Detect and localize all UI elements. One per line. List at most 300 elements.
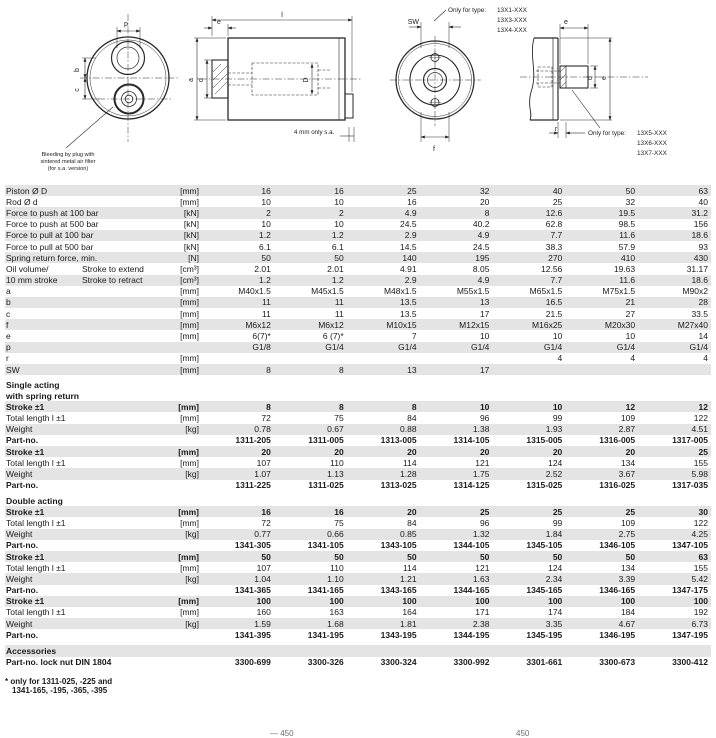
table-cell: 12 (698, 401, 708, 412)
table-cell: 16 (407, 196, 417, 207)
row-label: Part-no. (6, 435, 39, 446)
table-cell: 1343-165 (380, 585, 417, 596)
row-label: Part-no. (6, 629, 39, 640)
row-label: Rod Ø d (6, 196, 38, 207)
table-cell: 25 (407, 185, 417, 196)
table-cell: 50 (261, 252, 271, 263)
table-cell: G1/4 (543, 342, 563, 353)
table-cell: 32 (625, 196, 636, 207)
table-row (5, 629, 711, 640)
table-row (5, 252, 711, 263)
table-cell: 84 (407, 517, 417, 528)
table-cell: 2.87 (618, 424, 636, 435)
row-label: Stroke ±1 (6, 401, 45, 412)
table-cell: 121 (475, 457, 490, 468)
table-cell: 63 (698, 551, 708, 562)
table-cell: 20 (479, 196, 490, 207)
table-cell: 11.6 (619, 230, 636, 241)
table-cell: 2 (266, 207, 271, 218)
table-cell: 28 (698, 297, 708, 308)
table-cell: 1317-035 (672, 480, 708, 491)
table-cell: 25 (479, 506, 490, 517)
table-cell: 4.25 (691, 529, 708, 540)
dim-label-c: c (74, 88, 81, 92)
dim-label-d2: d (587, 76, 594, 80)
table-cell: 1314-105 (453, 435, 490, 446)
table-row (5, 319, 711, 330)
table-cell: 1314-125 (453, 480, 490, 491)
table-cell: 1311-005 (308, 435, 344, 446)
table-cell: 1343-105 (380, 540, 417, 551)
row-unit: [mm] (180, 607, 199, 618)
table-cell: M45x1.5 (311, 286, 344, 297)
table-cell: 1.2 (259, 230, 271, 241)
table-cell: 1.13 (327, 468, 344, 479)
table-row (5, 607, 711, 618)
table-cell: 1.84 (545, 529, 563, 540)
table-cell: 3.35 (545, 618, 563, 629)
table-cell: 1.68 (327, 618, 344, 629)
table-cell: 7.7 (550, 230, 563, 241)
footnote (5, 677, 716, 696)
row-label: Weight (6, 618, 33, 629)
table-cell: 5.42 (691, 573, 708, 584)
row-label: Total length l ±1 (6, 517, 66, 528)
table-cell: 1.38 (472, 424, 490, 435)
table-cell: 1.32 (472, 529, 490, 540)
table-cell: 4 (557, 353, 563, 364)
table-cell: 75 (334, 412, 344, 423)
table-row (5, 468, 711, 479)
table-row (5, 480, 711, 491)
table-cell: 107 (256, 457, 271, 468)
row-unit: [N] (188, 252, 199, 263)
table-cell: 155 (693, 562, 708, 573)
table-cell: 25 (625, 506, 636, 517)
table-cell: 171 (475, 607, 490, 618)
table-row (5, 330, 711, 341)
table-cell: 100 (548, 596, 563, 607)
row-unit: [kg] (185, 529, 199, 540)
table-cell: 1344-105 (453, 540, 490, 551)
table-cell: 17 (479, 364, 490, 375)
table-cell: 2.52 (545, 468, 563, 479)
row-label: Oil volume/ Stroke to extend (6, 263, 144, 274)
table-cell: 1347-195 (672, 629, 708, 640)
table-cell: 31.2 (691, 207, 708, 218)
table-cell: 4 (630, 353, 636, 364)
table-cell: 1.2 (331, 275, 344, 286)
table-cell: 2.9 (404, 275, 417, 286)
table-cell: 1345-195 (526, 629, 563, 640)
table-cell: 0.85 (400, 529, 417, 540)
bleed-note-line1: Bleeding by plug with (41, 152, 95, 158)
table-cell: 10 (552, 401, 563, 412)
table-cell: 122 (693, 517, 708, 528)
table-cell: 3301-661 (526, 657, 563, 668)
table-cell: 10 (334, 196, 344, 207)
table-cell: 14.5 (400, 241, 417, 252)
row-unit: [mm] (178, 401, 199, 412)
table-row (5, 219, 711, 230)
table-row (5, 551, 711, 562)
table-row (5, 517, 711, 528)
bleed-note-line3: (for s.a. version) (47, 166, 89, 172)
table-cell: G1/4 (689, 342, 708, 353)
row-label: Part-no. (6, 480, 39, 491)
table-cell: 1.59 (254, 618, 271, 629)
table-row (5, 435, 711, 446)
table-cell: 100 (620, 596, 636, 607)
type-13x3: 13X3-XXX (497, 17, 527, 24)
table-row (5, 506, 711, 517)
table-cell: M75x1.5 (602, 286, 636, 297)
table-cell: G1/4 (398, 342, 417, 353)
table-cell: 16 (261, 185, 271, 196)
table-row (5, 618, 711, 629)
row-label: Weight (6, 529, 33, 540)
table-cell: 1341-395 (234, 629, 271, 640)
table-cell: 114 (403, 457, 417, 468)
table-cell: 1.21 (400, 573, 417, 584)
table-cell: 1341-305 (234, 540, 271, 551)
table-cell: 1344-165 (453, 585, 490, 596)
sa-note: 4 mm only s.a. (294, 129, 335, 136)
table-cell: 2.01 (254, 263, 271, 274)
table-cell: 19.5 (618, 207, 636, 218)
table-row (5, 562, 711, 573)
table-cell: 75 (334, 517, 344, 528)
table-cell: 50 (479, 551, 490, 562)
table-cell: 30 (698, 506, 708, 517)
table-cell: 13.5 (400, 297, 417, 308)
table-row (5, 207, 711, 218)
row-label: Force to pull at 100 bar (6, 230, 94, 241)
row-unit: [kN] (183, 241, 199, 252)
table-row (5, 185, 711, 196)
table-row (5, 196, 711, 207)
table-cell: 1.81 (400, 618, 417, 629)
dim-label-b: b (74, 68, 81, 72)
section-header: Double acting (6, 495, 63, 506)
table-cell: 12.6 (545, 207, 563, 218)
table-cell: 21 (625, 297, 636, 308)
row-label: a (6, 286, 11, 297)
table-cell: 174 (548, 607, 563, 618)
table-cell: 25 (552, 196, 563, 207)
table-cell: G1/8 (252, 342, 271, 353)
table-cell: M90x2 (682, 286, 708, 297)
table-cell: 1.63 (472, 573, 490, 584)
table-cell: 7.7 (550, 275, 563, 286)
table-cell: 134 (620, 562, 636, 573)
table-cell: 1346-165 (599, 585, 636, 596)
table-cell: 110 (330, 562, 344, 573)
row-label: e (6, 331, 11, 342)
table-cell: 50 (334, 252, 344, 263)
table-cell: 2.38 (472, 618, 490, 629)
row-label: Total length l ±1 (6, 607, 66, 618)
side-view-left (194, 16, 362, 142)
dim-label-d: d (198, 78, 205, 82)
row-label: b (6, 297, 11, 308)
table-cell: 0.67 (327, 424, 344, 435)
table-cell: M20x30 (604, 319, 636, 330)
table-cell: 16 (261, 506, 271, 517)
dim-label-f: f (433, 146, 435, 153)
dim-label-D: D (303, 77, 310, 83)
row-label: Stroke ±1 (6, 551, 45, 562)
table-cell: 5.98 (691, 468, 708, 479)
table-cell: 4.9 (404, 207, 417, 218)
type-13x6: 13X6-XXX (637, 140, 667, 147)
table-cell: 18.6 (691, 230, 708, 241)
table-cell: 96 (479, 412, 490, 423)
table-cell: 20 (407, 446, 417, 457)
table-cell: 3300-326 (307, 657, 344, 668)
row-unit: [mm] (180, 196, 199, 207)
table-cell: 21.5 (545, 308, 563, 319)
table-cell: 1313-005 (380, 435, 417, 446)
row-label: p (6, 342, 11, 353)
table-cell: 84 (407, 412, 417, 423)
table-cell: 100 (256, 596, 271, 607)
table-cell: 33.5 (691, 308, 708, 319)
table-row (5, 230, 711, 241)
table-cell: 1347-175 (672, 585, 708, 596)
table-cell: 8 (266, 401, 271, 412)
table-cell: 40 (698, 196, 708, 207)
row-unit: [kg] (185, 618, 199, 629)
table-cell: 20 (552, 446, 563, 457)
table-cell: M6x12 (245, 319, 271, 330)
table-cell: 164 (402, 607, 417, 618)
table-cell: 99 (552, 412, 563, 423)
row-label: f (6, 319, 9, 330)
table-cell: M65x1.5 (529, 286, 563, 297)
table-cell: 25 (698, 446, 708, 457)
only-for-type-top-label: Only for type: (448, 7, 487, 14)
table-cell: 31.17 (686, 263, 708, 274)
table-cell: 114 (403, 562, 417, 573)
table-cell: G1/4 (325, 342, 344, 353)
type-13x4: 13X4-XXX (497, 27, 527, 34)
table-section-specifications (5, 185, 711, 375)
table-cell: 1341-365 (234, 585, 271, 596)
row-label: SW (6, 364, 20, 375)
row-unit: [mm] (180, 297, 199, 308)
table-cell: 4.51 (691, 424, 708, 435)
spec-table (0, 185, 716, 668)
table-cell: 1315-005 (526, 435, 563, 446)
table-cell: 98.5 (618, 219, 636, 230)
dim-label-e2: e (564, 19, 568, 26)
table-cell: 12.56 (541, 263, 563, 274)
table-cell: 1.2 (331, 230, 344, 241)
table-cell: 100 (693, 596, 708, 607)
table-cell: 1341-105 (307, 540, 344, 551)
table-cell: 72 (261, 412, 271, 423)
row-unit: [kg] (185, 573, 199, 584)
table-cell: G1/4 (470, 342, 490, 353)
table-cell: 14 (698, 331, 708, 342)
table-cell: 107 (256, 562, 271, 573)
row-label: Total length l ±1 (6, 412, 66, 423)
row-label: c (6, 308, 11, 319)
table-cell: 1.28 (400, 468, 417, 479)
table-cell: 10 (625, 331, 636, 342)
table-cell: 50 (407, 551, 417, 562)
table-cell: 25 (552, 506, 563, 517)
table-cell: 2.75 (618, 529, 636, 540)
table-cell: 1311-205 (235, 435, 271, 446)
table-cell: 6 (7)* (322, 331, 344, 342)
footnote-line1: * only for 1311-025, -225 and (5, 676, 113, 686)
row-label: Force to push at 500 bar (6, 219, 99, 230)
row-label: Force to push at 100 bar (6, 207, 99, 218)
table-cell: 160 (256, 607, 271, 618)
table-cell: 140 (402, 252, 417, 263)
table-cell: 20 (261, 446, 271, 457)
type-13x7: 13X7-XXX (637, 150, 667, 157)
table-cell: 8 (338, 364, 344, 375)
table-cell: 50 (625, 551, 636, 562)
table-cell: 20 (407, 506, 417, 517)
table-cell: 7 (411, 331, 417, 342)
table-cell: 0.66 (327, 529, 344, 540)
table-cell: 1.04 (254, 573, 271, 584)
table-cell: 0.78 (254, 424, 271, 435)
table-cell: 24.5 (400, 219, 417, 230)
table-cell: 1341-165 (307, 585, 344, 596)
table-cell: 184 (620, 607, 636, 618)
table-cell: 2.01 (327, 263, 344, 274)
table-cell: 3300-673 (599, 657, 636, 668)
table-cell: 6(7)* (252, 331, 271, 342)
table-cell: 3300-699 (234, 657, 271, 668)
row-unit: [kg] (185, 468, 199, 479)
table-cell: 17 (479, 308, 490, 319)
table-row (5, 308, 711, 319)
dim-label-sw: SW (407, 19, 419, 26)
table-cell: 10 (334, 219, 344, 230)
table-cell: 1346-195 (599, 629, 636, 640)
row-unit: [cm³] (180, 263, 199, 274)
table-cell: 1347-105 (672, 540, 708, 551)
table-cell: 11 (262, 308, 271, 319)
table-cell: 1.75 (472, 468, 490, 479)
table-row (5, 353, 711, 364)
table-cell: M12x15 (459, 319, 490, 330)
table-cell: 124 (548, 457, 563, 468)
table-cell: 10 (479, 331, 490, 342)
row-unit: [mm] (180, 286, 199, 297)
table-cell: 270 (548, 252, 563, 263)
table-cell: 100 (402, 596, 417, 607)
table-cell: 62.8 (545, 219, 563, 230)
table-cell: 1343-195 (380, 629, 417, 640)
table-cell: 110 (330, 457, 344, 468)
table-cell: 6.1 (259, 241, 271, 252)
bleed-note-line2: sintered metal air filter (40, 159, 96, 165)
drawings-svg (0, 0, 716, 183)
row-label: Stroke ±1 (6, 506, 45, 517)
section-header: Single acting (6, 380, 60, 391)
table-row (5, 585, 711, 596)
row-unit: [mm] (180, 331, 199, 342)
table-row (5, 645, 711, 656)
row-unit: [mm] (178, 506, 199, 517)
table-row (5, 342, 711, 353)
row-unit: [kN] (183, 207, 199, 218)
type-13x5: 13X5-XXX (637, 130, 667, 137)
table-cell: 16.5 (545, 297, 563, 308)
row-unit: [mm] (180, 185, 199, 196)
row-label: Weight (6, 573, 33, 584)
table-cell: 195 (475, 252, 490, 263)
table-cell: 50 (261, 551, 271, 562)
table-cell: 1345-165 (526, 585, 563, 596)
table-cell: 32 (479, 185, 490, 196)
row-unit: [mm] (178, 596, 199, 607)
table-cell: 20 (625, 446, 636, 457)
table-cell: 1345-105 (526, 540, 563, 551)
section-header: with spring return (6, 390, 80, 401)
row-unit: [kN] (183, 219, 199, 230)
table-cell: 4.9 (477, 230, 490, 241)
table-cell: 192 (693, 607, 708, 618)
row-unit: [mm] (180, 517, 199, 528)
table-row (5, 529, 711, 540)
table-cell: 430 (693, 252, 708, 263)
table-section-accessories (5, 645, 711, 667)
side-view-right (520, 24, 648, 138)
table-cell: 1316-025 (599, 480, 636, 491)
table-cell: M10x15 (386, 319, 417, 330)
table-row (5, 457, 711, 468)
table-cell: 3.39 (618, 573, 636, 584)
dim-label-a: a (188, 78, 195, 82)
table-cell: 10 (261, 219, 271, 230)
table-cell: 1313-025 (380, 480, 417, 491)
row-label: Total length l ±1 (6, 457, 66, 468)
table-cell: 2 (338, 207, 344, 218)
row-unit: [mm] (180, 412, 199, 423)
table-row (5, 424, 711, 435)
end-view-right (390, 10, 481, 142)
dim-label-p: p (124, 21, 128, 28)
table-cell: 10 (552, 331, 563, 342)
table-cell: 3300-992 (453, 657, 490, 668)
table-cell: 11 (334, 297, 344, 308)
table-cell: M27x40 (677, 319, 708, 330)
table-cell: 20 (479, 446, 490, 457)
table-row (5, 657, 711, 668)
row-label: Total length l ±1 (6, 562, 66, 573)
row-label: Stroke ±1 (6, 596, 45, 607)
table-cell: 1311-225 (235, 480, 271, 491)
table-cell: 63 (698, 185, 708, 196)
dim-label-l: l (281, 12, 283, 19)
table-cell: M16x25 (532, 319, 563, 330)
table-cell: 1341-195 (307, 629, 344, 640)
row-unit: [mm] (180, 308, 199, 319)
table-cell: 8 (484, 207, 490, 218)
table-cell: 11 (334, 308, 344, 319)
table-cell: 410 (620, 252, 636, 263)
table-cell: 4.9 (477, 275, 490, 286)
row-unit: [mm] (180, 364, 199, 375)
